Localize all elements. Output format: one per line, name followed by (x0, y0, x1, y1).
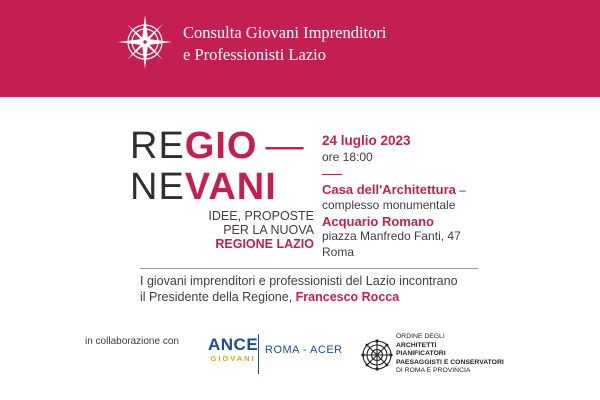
event-details (322, 132, 466, 260)
ordine-emblem-icon (360, 336, 394, 374)
org-name-line1: Consulta Giovani Imprenditori (183, 23, 387, 42)
event-title (130, 126, 303, 208)
title-re: RE (130, 125, 185, 167)
collaboration-label: in collaborazione con (85, 336, 179, 347)
venue-label: Casa dell'Architettura (322, 181, 456, 197)
description-line2-prefix: il Presidente della Regione, (140, 290, 296, 304)
event-description (140, 273, 458, 305)
venue-city: Roma (322, 244, 355, 259)
subtitle-line3: REGIONE LAZIO (215, 237, 314, 251)
title-gio: GIO (184, 125, 258, 167)
ance-sub: GIOVANI (210, 354, 256, 363)
ance-name: ANCE (208, 335, 259, 354)
description-line2 (140, 289, 458, 305)
ance-logo (208, 336, 258, 363)
ordine-line5: DI ROMA E PROVINCIA (396, 367, 471, 374)
org-name (183, 22, 386, 66)
ordine-architetti (396, 333, 504, 376)
venue-dash: – (455, 182, 466, 197)
subtitle-line2: PER LA NUOVA (223, 223, 314, 237)
section-divider (140, 268, 478, 269)
ordine-line4: PAESAGGISTI E CONSERVATORI (396, 358, 504, 366)
ordine-line2: ARCHITETTI (396, 341, 437, 349)
title-line-1 (130, 126, 303, 167)
event-divider (322, 174, 342, 175)
event-subtitle (159, 209, 314, 251)
venue-address: piazza Manfredo Fanti, 47 (322, 229, 461, 243)
venue-name: Acquario Romano (322, 213, 434, 229)
ance-divider (258, 334, 259, 374)
ance-city: ROMA - ACER (265, 344, 343, 356)
president-name: Francesco Rocca (295, 290, 400, 304)
org-name-line2: e Professionisti Lazio (183, 45, 326, 64)
event-date: 24 luglio 2023 (322, 133, 411, 148)
subtitle-line1: IDEE, PROPOSTE (208, 209, 314, 223)
title-line-2 (130, 167, 303, 208)
header-banner (0, 0, 600, 97)
title-dash: — (265, 125, 304, 167)
venue-description: complesso monumentale (322, 198, 456, 212)
ordine-line3: PIANIFICATORI (396, 350, 446, 357)
compass-rose-icon (117, 14, 173, 70)
description-line1: I giovani imprenditori e professionisti del Lazio incontrano (140, 274, 458, 288)
event-time: ore 18:00 (322, 150, 373, 164)
ordine-line1: ORDINE DEGLI (396, 333, 445, 340)
title-ne: NE (130, 166, 185, 208)
title-vani: VANI (184, 166, 277, 208)
